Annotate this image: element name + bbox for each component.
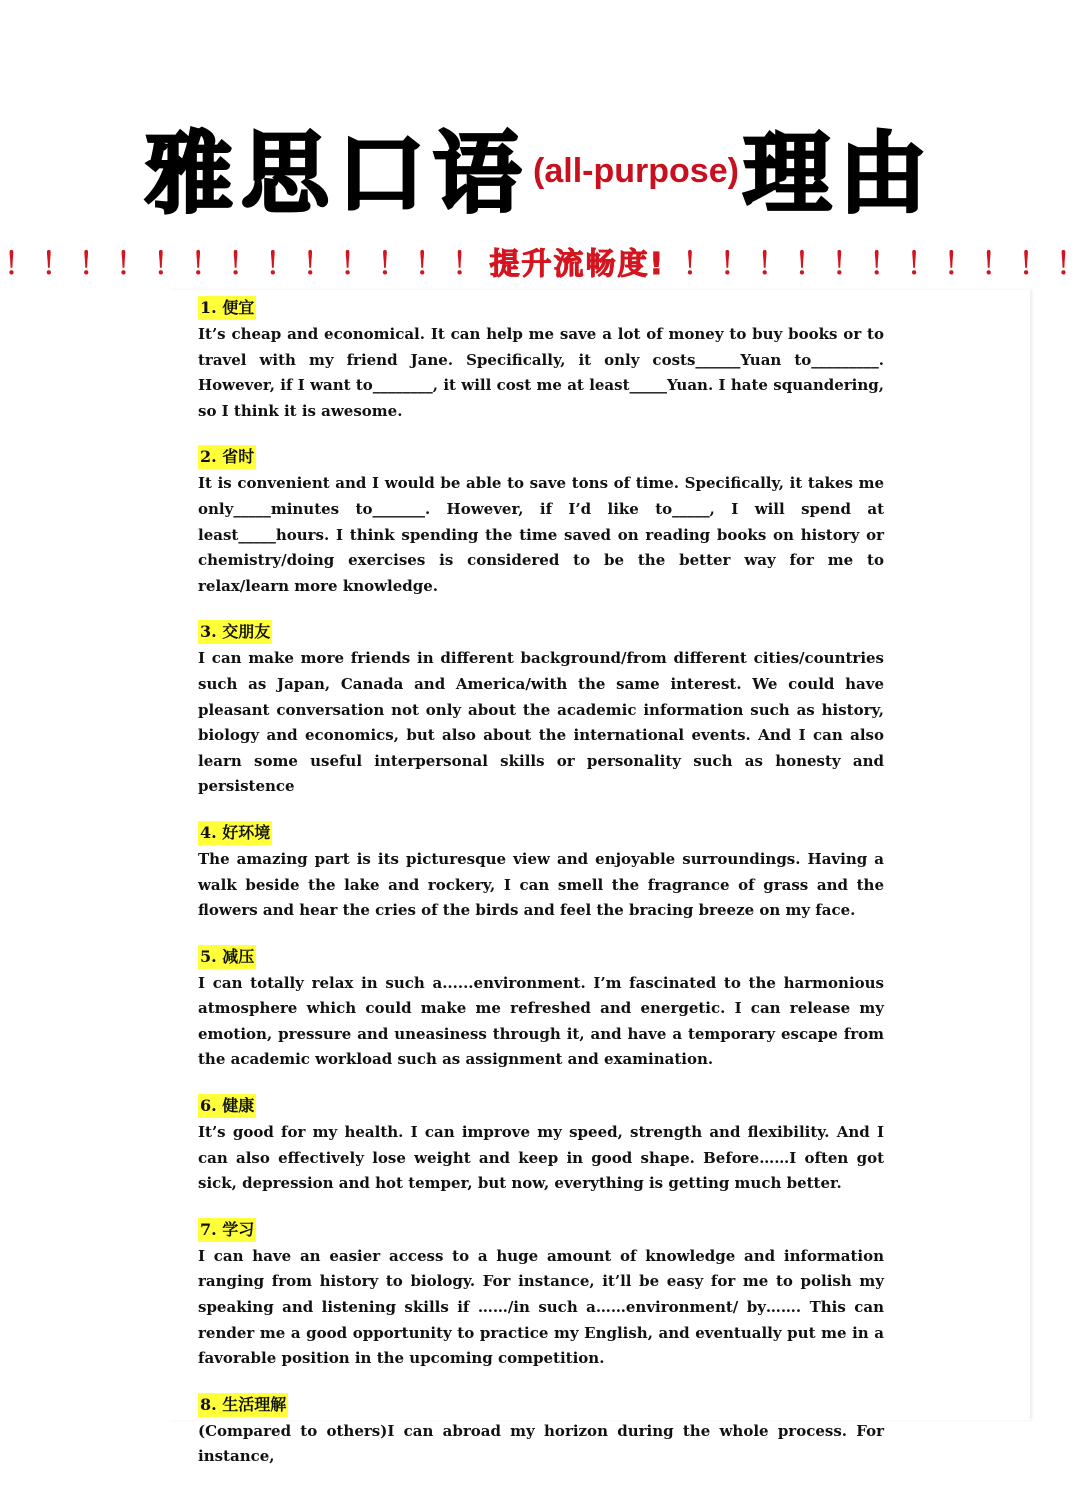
exclamation-mark: ！ xyxy=(116,247,147,282)
section-text: It is convenient and I would be able to save tons of time. Specifically, it takes me only_____minutes to_______. However, if I’d like to_____, I will spend at least_____hours. I think spending the time saved on reading books on history or chemistry/doing exercises is considered to be the better way for me to relax/learn more knowledge. xyxy=(198,474,884,595)
exclamation-mark: ！ xyxy=(302,247,333,282)
exclamation-mark: ！ xyxy=(981,247,1012,282)
section-text: I can totally relax in such a......environment. I’m fascinated to the harmonious atmosphere which could make me refreshed and energetic. I can release my emotion, pressure and uneasiness through it, and have a temporary escape from the academic workload such as assignment and examination. xyxy=(198,973,884,1069)
section-heading: 6. 健康 xyxy=(198,1094,256,1118)
title-main-left: 雅思口语 xyxy=(145,122,530,225)
page-title xyxy=(0,112,1080,225)
section-make-friends xyxy=(198,620,884,800)
section-heading: 4. 好环境 xyxy=(198,821,272,845)
exclamation-mark: ！ xyxy=(831,247,862,282)
section-heading: 8. 生活理解 xyxy=(198,1393,288,1417)
section-text: I can make more friends in different background/from different cities/countries such as Japan, Canada and America/with the same interest. We could have pleasant conversation not only about the academic information such as history, biology and economics, but also about the international events. And I can also learn some useful interpersonal skills or personality such as honesty and persistence xyxy=(198,649,884,796)
exclamation-mark: ！ xyxy=(153,247,184,282)
exclamation-mark: ！ xyxy=(377,247,408,282)
section-save-time xyxy=(198,445,884,599)
section-environment xyxy=(198,821,884,924)
section-heading: 3. 交朋友 xyxy=(198,620,272,644)
section-heading: 2. 省时 xyxy=(198,445,256,469)
exclamation-mark: ！ xyxy=(41,247,72,282)
exclamation-mark: ！ xyxy=(794,247,825,282)
section-text: The amazing part is its picturesque view and enjoyable surroundings. Having a walk beside the lake and rockery, I can smell the fragrance of grass and the flowers and hear the cries of the birds and feel the bracing breeze on my face. xyxy=(198,849,884,920)
section-cheap xyxy=(198,296,884,424)
banner-text: 提升流畅度! xyxy=(489,247,666,282)
exclamation-mark: ！ xyxy=(1055,247,1086,282)
section-heading: 5. 减压 xyxy=(198,945,256,969)
exclamation-mark: ！ xyxy=(228,247,259,282)
section-text: It’s cheap and economical. It can help me save a lot of money to buy books or to travel with my friend Jane. Specifically, it only costs______Yuan to_________. However, if I want to________, it will cost me at least_____Yuan. I hate squandering, so I think it is awesome. xyxy=(198,325,884,420)
exclamation-mark: ！ xyxy=(452,247,483,282)
exclamation-mark: ！ xyxy=(719,247,750,282)
section-health xyxy=(198,1094,884,1197)
exclamation-mark: ！ xyxy=(340,247,371,282)
exclamation-mark: ！ xyxy=(906,247,937,282)
banner xyxy=(0,236,1086,286)
exclamation-mark: ！ xyxy=(869,247,900,282)
title-main-right: 理由 xyxy=(742,122,935,225)
section-relax xyxy=(198,945,884,1073)
exclamation-mark: ！ xyxy=(943,247,974,282)
exclamation-mark: ！ xyxy=(1018,247,1049,282)
section-life-understanding xyxy=(198,1393,884,1470)
exclamation-mark: ！ xyxy=(682,247,713,282)
document-page xyxy=(168,290,1030,1466)
exclamation-mark: ！ xyxy=(414,247,445,282)
exclamation-mark: ！ xyxy=(757,247,788,282)
section-text: It’s good for my health. I can improve my speed, strength and flexibility. And I can also effectively lose weight and keep in good shape. Before……I often got sick, depression and hot temper, but now, everything is getting much better. xyxy=(198,1123,884,1193)
exclamation-mark: ！ xyxy=(265,247,296,282)
section-text: (Compared to others)I can abroad my horizon during the whole process. For instance, xyxy=(198,1421,884,1466)
section-heading: 7. 学习 xyxy=(198,1218,256,1242)
exclamation-mark: ！ xyxy=(78,247,109,282)
document-content xyxy=(198,296,884,1491)
section-text: I can have an easier access to a huge amount of knowledge and information ranging from history to biology. For instance, it’ll be easy for me to polish my speaking and listening skills if ……/in such a……environment/ by……. This can render me a good opportunity to practice my English, and eventually put me in a favorable position in the upcoming competition. xyxy=(198,1246,884,1368)
title-subtitle: (all-purpose) xyxy=(533,151,739,190)
section-study xyxy=(198,1218,884,1372)
exclamation-mark: ！ xyxy=(190,247,221,282)
exclamation-mark: ！ xyxy=(4,247,34,282)
section-heading: 1. 便宜 xyxy=(198,296,256,320)
